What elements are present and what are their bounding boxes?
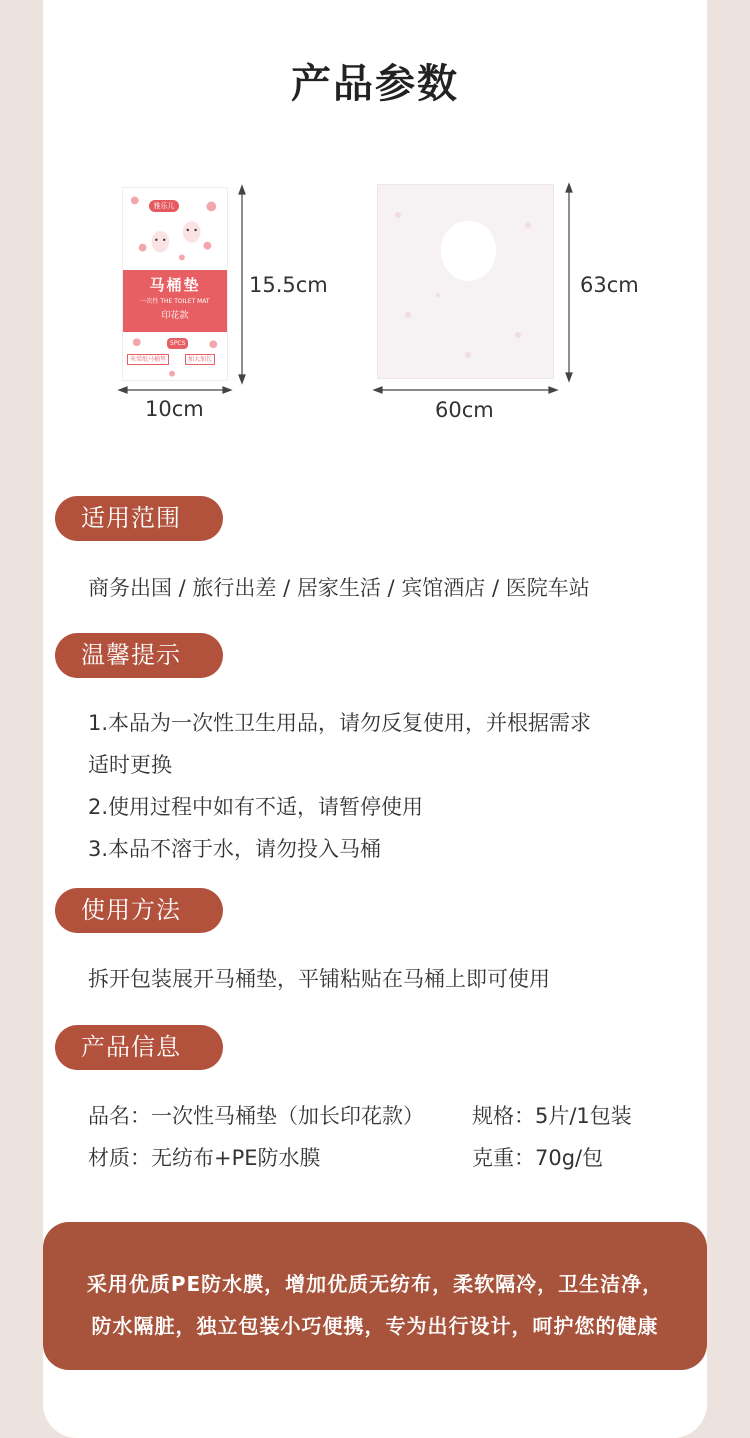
section-label-info: 产品信息 bbox=[55, 1025, 223, 1070]
info-material: 材质：无纺布+PE防水膜 bbox=[88, 1146, 321, 1170]
banner-line: 采用优质PE防水膜，增加优质无纺布，柔软隔冷，卫生洁净， bbox=[86, 1272, 664, 1296]
mat-height-label: 63cm bbox=[580, 273, 639, 297]
info-weight: 克重：70g/包 bbox=[472, 1146, 604, 1170]
pack-height-label: 15.5cm bbox=[249, 273, 328, 297]
tips-line: 1.本品为一次性卫生用品，请勿反复使用，并根据需求 bbox=[88, 711, 592, 735]
package-count: 5PCS bbox=[167, 338, 188, 349]
page-title: 产品参数 bbox=[291, 61, 459, 107]
section-label-tips: 温馨提示 bbox=[55, 633, 223, 678]
package-title: 马桶垫 bbox=[149, 276, 201, 294]
info-name: 品名：一次性马桶垫（加长印花款） bbox=[88, 1104, 424, 1128]
section-label-usage: 使用方法 bbox=[55, 888, 223, 933]
info-spec: 规格：5片/1包装 bbox=[472, 1104, 632, 1128]
tips-line: 适时更换 bbox=[88, 753, 172, 777]
usage-text: 拆开包装展开马桶垫，平铺粘贴在马桶上即可使用 bbox=[88, 967, 550, 991]
package-tag: 加大加长 bbox=[185, 354, 215, 365]
brand-logo: 雅乐儿 bbox=[149, 200, 179, 212]
tips-line: 3.本品不溶于水，请勿投入马桶 bbox=[88, 837, 382, 861]
scope-text: 商务出国 / 旅行出差 / 居家生活 / 宾馆酒店 / 医院车站 bbox=[88, 576, 590, 600]
dimension-lines bbox=[0, 0, 750, 440]
section-label-scope: 适用范围 bbox=[55, 496, 223, 541]
tips-line: 2.使用过程中如有不适，请暂停使用 bbox=[88, 795, 424, 819]
mat-width-label: 60cm bbox=[435, 398, 494, 422]
banner-line: 防水隔脏，独立包装小巧便携，专为出行设计，呵护您的健康 bbox=[91, 1314, 659, 1338]
package-tag: 米棠纸马桶垫 bbox=[127, 354, 169, 365]
package-subtitle: 一次性 THE TOILET MAT bbox=[140, 298, 210, 305]
package-style: 印花款 bbox=[161, 311, 189, 321]
pack-width-label: 10cm bbox=[145, 397, 204, 421]
